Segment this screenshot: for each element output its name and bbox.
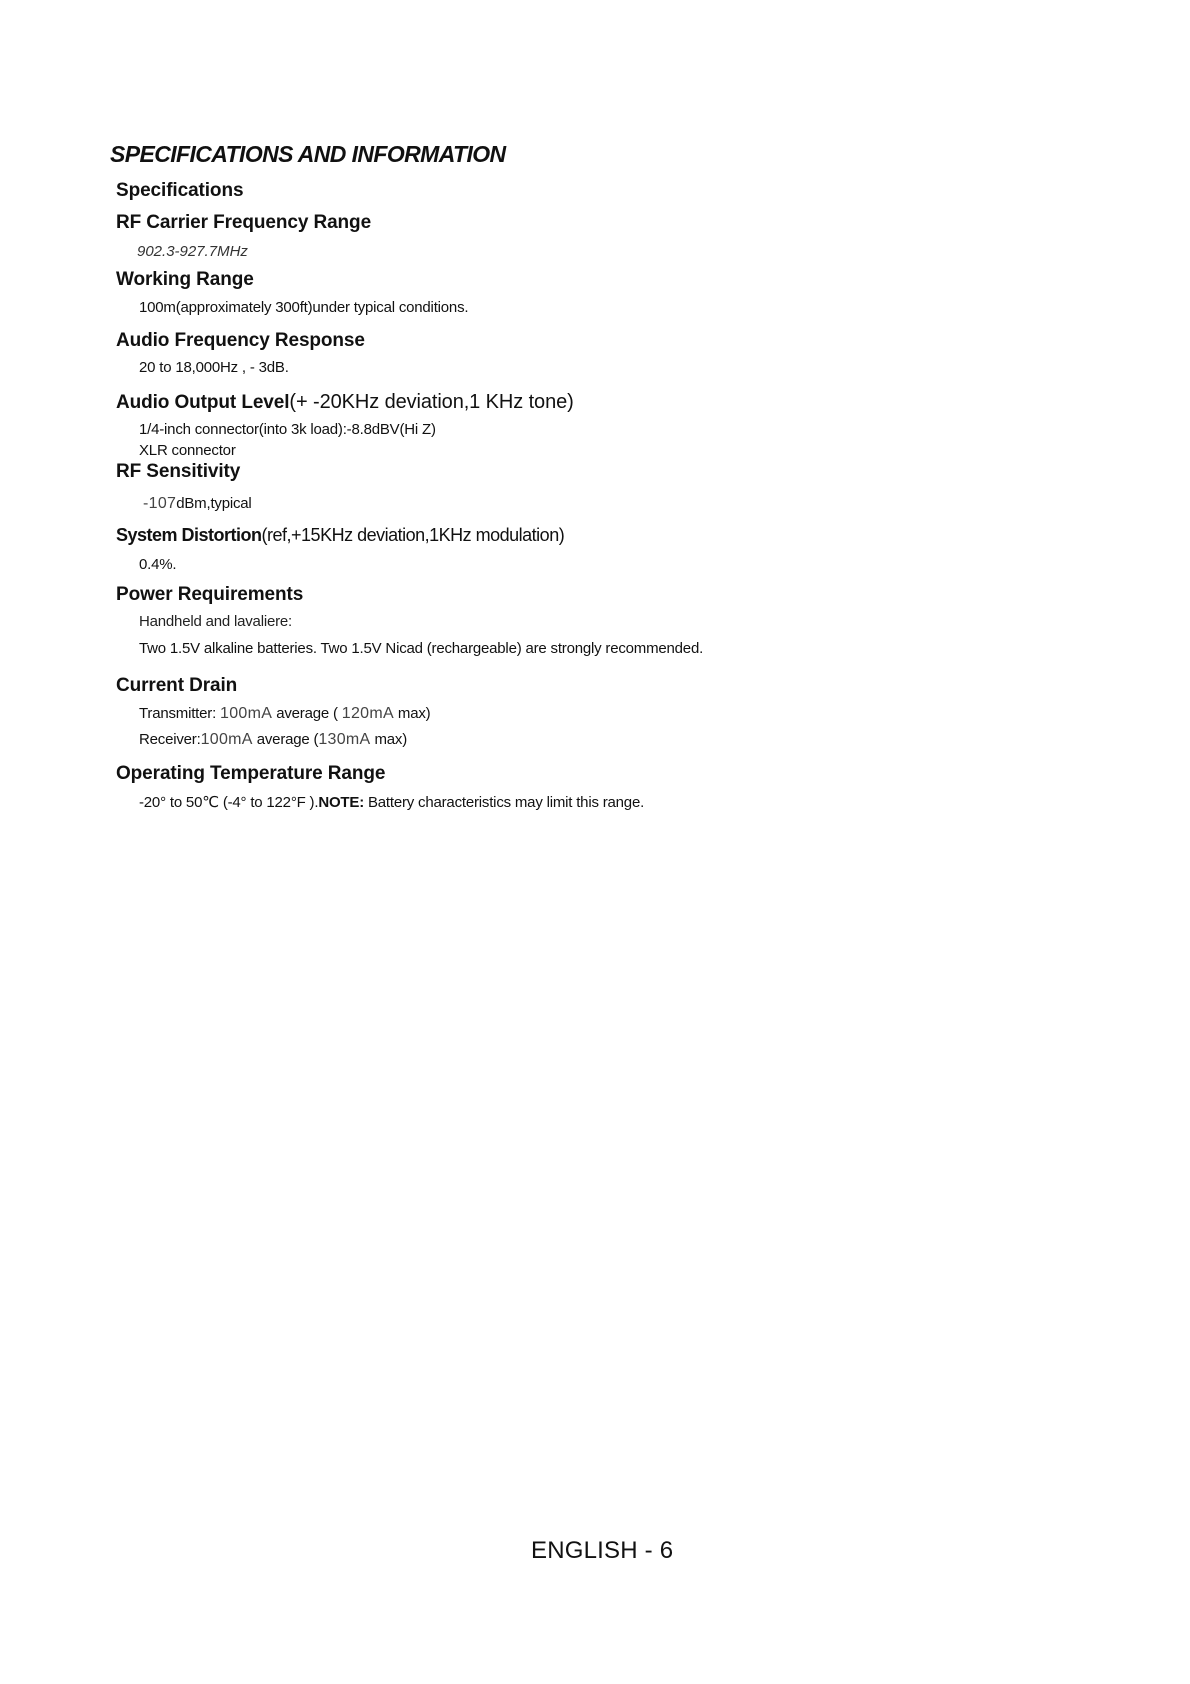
rf-sensitivity-heading: RF Sensitivity [116, 461, 241, 482]
transmitter-label: Transmitter: [139, 705, 217, 722]
temperature-range: -20° to 50℃ (-4° to 122°F ). [139, 794, 319, 811]
power-line1: Handheld and lavaliere: [139, 613, 293, 630]
system-distortion-value: 0.4%. [139, 556, 177, 573]
audio-frequency-heading: Audio Frequency Response [116, 330, 365, 351]
transmitter-average-word: average ( [276, 705, 338, 722]
page-title: SPECIFICATIONS AND INFORMATION [110, 141, 506, 167]
audio-output-line2: XLR connector [139, 442, 236, 459]
system-distortion-label: System Distortion [116, 525, 262, 545]
rf-carrier-value: 902.3-927.7MHz [137, 243, 248, 260]
working-range-value: 100m(approximately 300ft)under typical conditions. [139, 299, 469, 316]
audio-output-line1: 1/4-inch connector(into 3k load):-8.8dBV(Hi Z) [139, 421, 436, 438]
transmitter-average-value: 100mA [220, 705, 273, 722]
power-heading: Power Requirements [116, 584, 304, 605]
receiver-label: Receiver: [139, 731, 201, 748]
current-drain-receiver [139, 731, 407, 749]
rf-sensitivity-unit: dBm,typical [176, 495, 252, 512]
system-distortion-label-suffix: (ref,+15KHz deviation,1KHz modulation) [261, 525, 565, 545]
rf-sensitivity-number: -107 [143, 495, 177, 512]
current-drain-transmitter [139, 705, 430, 723]
receiver-average-word: average ( [256, 731, 319, 748]
rf-sensitivity-value [143, 495, 252, 513]
specifications-heading: Specifications [116, 180, 244, 201]
page-footer: ENGLISH - 6 [531, 1537, 674, 1564]
audio-output-heading [116, 391, 574, 414]
receiver-max-value: 130mA [318, 731, 371, 748]
audio-output-label: Audio Output Level [116, 392, 290, 413]
temperature-note-text: Battery characteristics may limit this range. [364, 794, 645, 811]
transmitter-max-value: 120mA [341, 705, 394, 722]
system-distortion-heading [116, 525, 564, 546]
power-line2: Two 1.5V alkaline batteries. Two 1.5V Nicad (rechargeable) are strongly recommended. [139, 640, 704, 657]
audio-frequency-value: 20 to 18,000Hz , - 3dB. [139, 359, 289, 376]
transmitter-max-word: max) [397, 705, 431, 722]
temperature-value [139, 793, 644, 811]
working-range-heading: Working Range [116, 269, 254, 290]
receiver-average-value: 100mA [200, 731, 253, 748]
receiver-max-word: max) [374, 731, 408, 748]
current-drain-heading: Current Drain [116, 675, 238, 696]
audio-output-label-suffix: (+ -20KHz deviation,1 KHz tone) [289, 391, 574, 413]
rf-carrier-heading: RF Carrier Frequency Range [116, 212, 372, 233]
temperature-heading: Operating Temperature Range [116, 763, 386, 784]
temperature-note-label: NOTE: [318, 794, 364, 811]
